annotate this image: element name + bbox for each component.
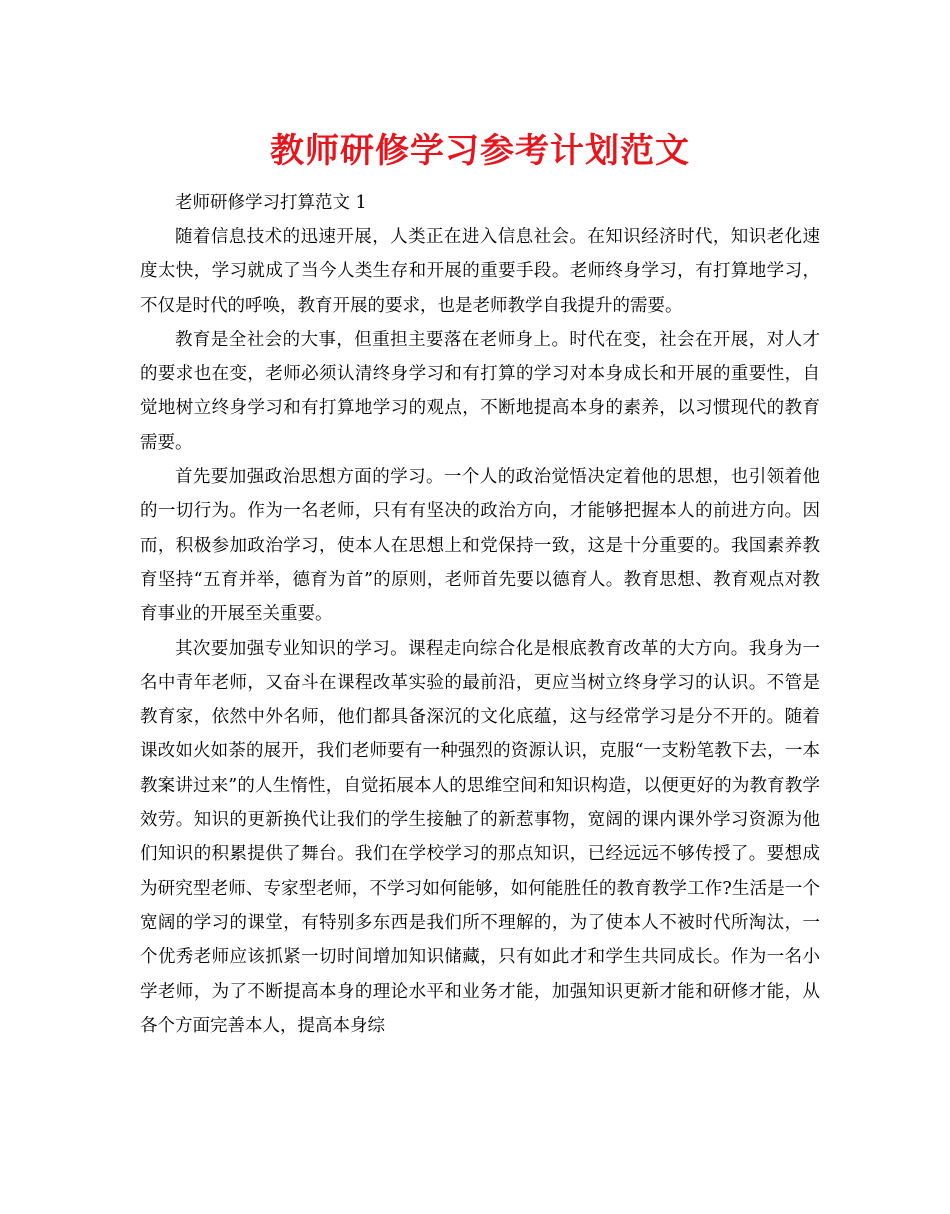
paragraph-4: 其次要加强专业知识的学习。课程走向综合化是根底教育改革的大方向。我身为一名中青年老师，又奋斗在课程改革实验的最前沿，更应当树立终身学习的认识。不管是教育家，依然中外名师，他们都具备深沉的文化底蕴，这与经常学习是分不开的。随着课改如火如荼的展开，我们老师要有一种强烈的资源认识，克服“一支粉笔教下去，一本教案讲过来”的人生惰性，自觉拓展本人的思维空间和知识构造，以便更好的为教育教学效劳。知识的更新换代让我们的学生接触了的新惹事物，宽阔的课内课外学习资源为他们知识的积累提供了舞台。我们在学校学习的那点知识，已经远远不够传授了。要想成为研究型老师、专家型老师，不学习如何能够，如何能胜任的教育教学工作?生活是一个宽阔的学习的课堂，有特别多东西是我们所不理解的，为了使本人不被时代所淘汰，一个优秀老师应该抓紧一切时间增加知识储藏，只有如此才和学生共同成长。作为一名小学老师，为了不断提高本身的理论水平和业务才能，加强知识更新才能和研修才能，从各个方面完善本人，提高本身综 — [140, 638, 820, 1036]
paragraph-2: 教育是全社会的大事，但重担主要落在老师身上。时代在变，社会在开展，对人才的要求也在变，老师必须认清终身学习和有打算的学习对本身成长和开展的重要性，自觉地树立终身学习和有打算地学习的观点，不断地提高本身的素养，以习惯现代的教育需要。 — [140, 329, 820, 453]
paragraph-3: 首先要加强政治思想方面的学习。一个人的政治觉悟决定着他的思想，也引领着他的一切行为。作为一名老师，只有有坚决的政治方向，才能够把握本人的前进方向。因而，积极参加政治学习，使本人在思想上和党保持一致，这是十分重要的。我国素养教育坚持“五育并举，德育为首”的原则，老师首先要以德育人。教育思想、教育观点对教育事业的开展至关重要。 — [140, 467, 820, 625]
paragraph-1: 随着信息技术的迅速开展，人类正在进入信息社会。在知识经济时代，知识老化速度太快，学习就成了当今人类生存和开展的重要手段。老师终身学习，有打算地学习，不仅是时代的呼唤，教育开展的要求，也是老师教学自我提升的需要。 — [140, 227, 820, 316]
section-subheading: 老师研修学习打算范文 1 — [175, 193, 367, 213]
page-title: 教师研修学习参考计划范文 — [270, 131, 690, 171]
document-body — [140, 128, 820, 1043]
